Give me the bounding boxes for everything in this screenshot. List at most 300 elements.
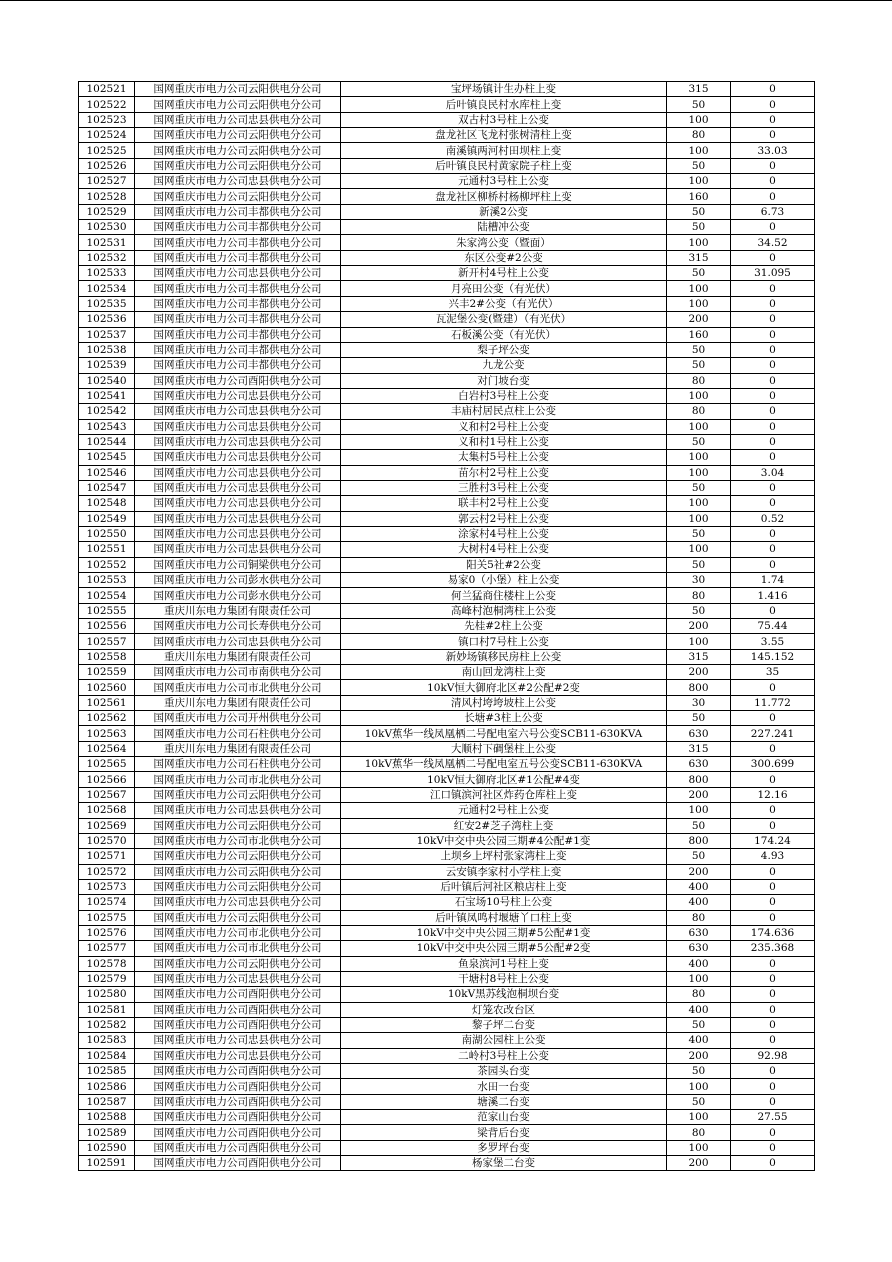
transformer-name-cell: 双古村3号柱上公变 bbox=[341, 112, 667, 127]
table-row bbox=[79, 987, 815, 1002]
capacity-cell: 100 bbox=[667, 450, 731, 465]
value-cell: 0 bbox=[731, 1064, 815, 1079]
transformer-name-cell: 塘溪二台变 bbox=[341, 1094, 667, 1109]
capacity-cell: 200 bbox=[667, 1156, 731, 1171]
transformer-name-cell: 易家0（小堡）柱上公变 bbox=[341, 573, 667, 588]
capacity-cell: 50 bbox=[667, 818, 731, 833]
company-cell: 国网重庆市电力公司丰都供电分公司 bbox=[135, 235, 341, 250]
company-cell: 国网重庆市电力公司云阳供电分公司 bbox=[135, 189, 341, 204]
table-row bbox=[79, 1002, 815, 1017]
row-id-cell: 102553 bbox=[79, 573, 135, 588]
capacity-cell: 200 bbox=[667, 312, 731, 327]
row-id-cell: 102588 bbox=[79, 1110, 135, 1125]
row-id-cell: 102565 bbox=[79, 757, 135, 772]
value-cell: 0 bbox=[731, 526, 815, 541]
value-cell: 3.04 bbox=[731, 465, 815, 480]
row-id-cell: 102578 bbox=[79, 956, 135, 971]
value-cell: 0 bbox=[731, 220, 815, 235]
transformer-name-cell: 南山回龙湾柱上变 bbox=[341, 665, 667, 680]
transformer-name-cell: 新开村4号柱上公变 bbox=[341, 266, 667, 281]
company-cell: 国网重庆市电力公司市北供电分公司 bbox=[135, 680, 341, 695]
table-row bbox=[79, 787, 815, 802]
transformer-name-cell: 鱼泉滨河1号柱上变 bbox=[341, 956, 667, 971]
capacity-cell: 80 bbox=[667, 404, 731, 419]
company-cell: 国网重庆市电力公司忠县供电分公司 bbox=[135, 526, 341, 541]
row-id-cell: 102563 bbox=[79, 726, 135, 741]
company-cell: 重庆川东电力集团有限责任公司 bbox=[135, 603, 341, 618]
table-row bbox=[79, 296, 815, 311]
table-row bbox=[79, 526, 815, 541]
table-row bbox=[79, 373, 815, 388]
transformer-name-cell: 九龙公变 bbox=[341, 358, 667, 373]
transformer-name-cell: 大树村4号柱上公变 bbox=[341, 542, 667, 557]
table-row bbox=[79, 1110, 815, 1125]
capacity-cell: 315 bbox=[667, 649, 731, 664]
value-cell: 1.74 bbox=[731, 573, 815, 588]
capacity-cell: 160 bbox=[667, 189, 731, 204]
capacity-cell: 315 bbox=[667, 82, 731, 97]
company-cell: 国网重庆市电力公司丰都供电分公司 bbox=[135, 342, 341, 357]
row-id-cell: 102545 bbox=[79, 450, 135, 465]
capacity-cell: 50 bbox=[667, 97, 731, 112]
table-row bbox=[79, 895, 815, 910]
row-id-cell: 102557 bbox=[79, 634, 135, 649]
capacity-cell: 400 bbox=[667, 1033, 731, 1048]
transformer-name-cell: 后叶镇良民村水库柱上变 bbox=[341, 97, 667, 112]
transformer-name-cell: 盘龙社区柳桥村杨柳坪柱上变 bbox=[341, 189, 667, 204]
transformer-name-cell: 10kV恒大御府北区#2公配#2变 bbox=[341, 680, 667, 695]
company-cell: 国网重庆市电力公司石柱供电分公司 bbox=[135, 757, 341, 772]
company-cell: 国网重庆市电力公司丰都供电分公司 bbox=[135, 296, 341, 311]
row-id-cell: 102567 bbox=[79, 787, 135, 802]
value-cell: 0 bbox=[731, 174, 815, 189]
company-cell: 国网重庆市电力公司云阳供电分公司 bbox=[135, 956, 341, 971]
row-id-cell: 102559 bbox=[79, 665, 135, 680]
row-id-cell: 102564 bbox=[79, 741, 135, 756]
company-cell: 国网重庆市电力公司忠县供电分公司 bbox=[135, 511, 341, 526]
transformer-name-cell: 范家山台变 bbox=[341, 1110, 667, 1125]
value-cell: 35 bbox=[731, 665, 815, 680]
transformer-name-cell: 新妙场镇移民房柱上公变 bbox=[341, 649, 667, 664]
row-id-cell: 102531 bbox=[79, 235, 135, 250]
company-cell: 国网重庆市电力公司丰都供电分公司 bbox=[135, 281, 341, 296]
capacity-cell: 200 bbox=[667, 864, 731, 879]
value-cell: 0 bbox=[731, 603, 815, 618]
table-row bbox=[79, 818, 815, 833]
capacity-cell: 315 bbox=[667, 741, 731, 756]
transformer-name-cell: 后叶镇良民村黄家院子柱上变 bbox=[341, 158, 667, 173]
table-row bbox=[79, 910, 815, 925]
row-id-cell: 102581 bbox=[79, 1002, 135, 1017]
capacity-cell: 50 bbox=[667, 342, 731, 357]
value-cell: 0 bbox=[731, 404, 815, 419]
capacity-cell: 30 bbox=[667, 573, 731, 588]
company-cell: 国网重庆市电力公司云阳供电分公司 bbox=[135, 910, 341, 925]
capacity-cell: 50 bbox=[667, 480, 731, 495]
company-cell: 国网重庆市电力公司云阳供电分公司 bbox=[135, 158, 341, 173]
value-cell: 11.772 bbox=[731, 695, 815, 710]
row-id-cell: 102530 bbox=[79, 220, 135, 235]
transformer-name-cell: 茶园头台变 bbox=[341, 1064, 667, 1079]
transformer-name-cell: 阳关5社#2公变 bbox=[341, 557, 667, 572]
row-id-cell: 102554 bbox=[79, 588, 135, 603]
table-row bbox=[79, 342, 815, 357]
value-cell: 0 bbox=[731, 296, 815, 311]
row-id-cell: 102555 bbox=[79, 603, 135, 618]
transformer-name-cell: 三胜村3号柱上公变 bbox=[341, 480, 667, 495]
capacity-cell: 50 bbox=[667, 849, 731, 864]
value-cell: 0 bbox=[731, 250, 815, 265]
value-cell: 0 bbox=[731, 342, 815, 357]
transformer-name-cell: 梨子坪公变 bbox=[341, 342, 667, 357]
row-id-cell: 102552 bbox=[79, 557, 135, 572]
transformer-name-cell: 先桂#2柱上公变 bbox=[341, 619, 667, 634]
capacity-cell: 100 bbox=[667, 143, 731, 158]
transformer-name-cell: 后叶镇凤鸣村堰塘丫口柱上变 bbox=[341, 910, 667, 925]
transformer-name-cell: 10kV黑苏线泡桐坝台变 bbox=[341, 987, 667, 1002]
value-cell: 0 bbox=[731, 803, 815, 818]
value-cell: 0 bbox=[731, 1094, 815, 1109]
value-cell: 0 bbox=[731, 711, 815, 726]
capacity-cell: 100 bbox=[667, 419, 731, 434]
transformer-name-cell: 盘龙社区飞龙村张树清柱上变 bbox=[341, 128, 667, 143]
transformer-name-cell: 兴丰2#公变（有光伏） bbox=[341, 296, 667, 311]
row-id-cell: 102580 bbox=[79, 987, 135, 1002]
value-cell: 0 bbox=[731, 987, 815, 1002]
table-row bbox=[79, 388, 815, 403]
company-cell: 国网重庆市电力公司云阳供电分公司 bbox=[135, 879, 341, 894]
table-row bbox=[79, 434, 815, 449]
company-cell: 国网重庆市电力公司忠县供电分公司 bbox=[135, 174, 341, 189]
transformer-name-cell: 黎子坪二台变 bbox=[341, 1017, 667, 1032]
transformer-name-cell: 郭云村2号柱上公变 bbox=[341, 511, 667, 526]
transformer-name-cell: 云安镇李家村小学柱上变 bbox=[341, 864, 667, 879]
row-id-cell: 102527 bbox=[79, 174, 135, 189]
value-cell: 0 bbox=[731, 910, 815, 925]
table-row bbox=[79, 741, 815, 756]
row-id-cell: 102529 bbox=[79, 204, 135, 219]
transformer-name-cell: 宝坪场镇计生办柱上变 bbox=[341, 82, 667, 97]
table-row bbox=[79, 312, 815, 327]
value-cell: 235.368 bbox=[731, 941, 815, 956]
transformer-name-cell: 何兰猛商住楼柱上公变 bbox=[341, 588, 667, 603]
company-cell: 国网重庆市电力公司酉阳供电分公司 bbox=[135, 373, 341, 388]
capacity-cell: 80 bbox=[667, 588, 731, 603]
value-cell: 0 bbox=[731, 434, 815, 449]
row-id-cell: 102535 bbox=[79, 296, 135, 311]
capacity-cell: 630 bbox=[667, 925, 731, 940]
transformer-name-cell: 10kV蕉华一线凤凰栖二号配电室五号公变SCB11-630KVA bbox=[341, 757, 667, 772]
value-cell: 0 bbox=[731, 358, 815, 373]
row-id-cell: 102562 bbox=[79, 711, 135, 726]
top-rule bbox=[0, 0, 892, 1]
row-id-cell: 102540 bbox=[79, 373, 135, 388]
row-id-cell: 102521 bbox=[79, 82, 135, 97]
row-id-cell: 102550 bbox=[79, 526, 135, 541]
value-cell: 75.44 bbox=[731, 619, 815, 634]
row-id-cell: 102583 bbox=[79, 1033, 135, 1048]
transformer-name-cell: 白岩村3号柱上公变 bbox=[341, 388, 667, 403]
company-cell: 国网重庆市电力公司云阳供电分公司 bbox=[135, 82, 341, 97]
capacity-cell: 200 bbox=[667, 1048, 731, 1063]
value-cell: 0 bbox=[731, 542, 815, 557]
table-row bbox=[79, 588, 815, 603]
capacity-cell: 30 bbox=[667, 695, 731, 710]
row-id-cell: 102572 bbox=[79, 864, 135, 879]
table-row bbox=[79, 833, 815, 848]
row-id-cell: 102584 bbox=[79, 1048, 135, 1063]
transformer-name-cell: 水田一台变 bbox=[341, 1079, 667, 1094]
transformer-name-cell: 苗尔村2号柱上公变 bbox=[341, 465, 667, 480]
company-cell: 国网重庆市电力公司酉阳供电分公司 bbox=[135, 1110, 341, 1125]
value-cell: 0 bbox=[731, 312, 815, 327]
company-cell: 国网重庆市电力公司酉阳供电分公司 bbox=[135, 1017, 341, 1032]
company-cell: 国网重庆市电力公司酉阳供电分公司 bbox=[135, 1079, 341, 1094]
company-cell: 国网重庆市电力公司酉阳供电分公司 bbox=[135, 1002, 341, 1017]
table-row bbox=[79, 634, 815, 649]
row-id-cell: 102590 bbox=[79, 1140, 135, 1155]
capacity-cell: 400 bbox=[667, 879, 731, 894]
company-cell: 国网重庆市电力公司石柱供电分公司 bbox=[135, 726, 341, 741]
company-cell: 国网重庆市电力公司忠县供电分公司 bbox=[135, 419, 341, 434]
value-cell: 0 bbox=[731, 450, 815, 465]
table-row bbox=[79, 511, 815, 526]
table-row bbox=[79, 726, 815, 741]
row-id-cell: 102582 bbox=[79, 1017, 135, 1032]
company-cell: 国网重庆市电力公司忠县供电分公司 bbox=[135, 634, 341, 649]
row-id-cell: 102591 bbox=[79, 1156, 135, 1171]
table-row bbox=[79, 189, 815, 204]
table-row bbox=[79, 143, 815, 158]
row-id-cell: 102560 bbox=[79, 680, 135, 695]
capacity-cell: 50 bbox=[667, 204, 731, 219]
capacity-cell: 100 bbox=[667, 465, 731, 480]
transformer-name-cell: 义和村2号柱上公变 bbox=[341, 419, 667, 434]
company-cell: 国网重庆市电力公司忠县供电分公司 bbox=[135, 480, 341, 495]
transformer-name-cell: 多罗坪台变 bbox=[341, 1140, 667, 1155]
capacity-cell: 50 bbox=[667, 1064, 731, 1079]
company-cell: 国网重庆市电力公司云阳供电分公司 bbox=[135, 864, 341, 879]
company-cell: 国网重庆市电力公司彭水供电分公司 bbox=[135, 588, 341, 603]
capacity-cell: 50 bbox=[667, 158, 731, 173]
transformer-name-cell: 干塘村8号柱上公变 bbox=[341, 971, 667, 986]
company-cell: 国网重庆市电力公司忠县供电分公司 bbox=[135, 1033, 341, 1048]
row-id-cell: 102566 bbox=[79, 772, 135, 787]
transformer-name-cell: 石宝场10号柱上公变 bbox=[341, 895, 667, 910]
row-id-cell: 102538 bbox=[79, 342, 135, 357]
row-id-cell: 102539 bbox=[79, 358, 135, 373]
capacity-cell: 50 bbox=[667, 358, 731, 373]
transformer-name-cell: 清风村垮垮坡柱上公变 bbox=[341, 695, 667, 710]
value-cell: 0 bbox=[731, 158, 815, 173]
transformer-name-cell: 涂家村4号柱上公变 bbox=[341, 526, 667, 541]
row-id-cell: 102570 bbox=[79, 833, 135, 848]
capacity-cell: 100 bbox=[667, 803, 731, 818]
capacity-cell: 100 bbox=[667, 112, 731, 127]
row-id-cell: 102556 bbox=[79, 619, 135, 634]
company-cell: 国网重庆市电力公司开州供电分公司 bbox=[135, 711, 341, 726]
transformer-name-cell: 后叶镇后河社区粮店柱上变 bbox=[341, 879, 667, 894]
capacity-cell: 100 bbox=[667, 1079, 731, 1094]
company-cell: 国网重庆市电力公司市北供电分公司 bbox=[135, 925, 341, 940]
capacity-cell: 630 bbox=[667, 757, 731, 772]
value-cell: 0.52 bbox=[731, 511, 815, 526]
table-row bbox=[79, 82, 815, 97]
table-row bbox=[79, 603, 815, 618]
table-row bbox=[79, 281, 815, 296]
table-row bbox=[79, 112, 815, 127]
transformer-name-cell: 镇口村7号柱上公变 bbox=[341, 634, 667, 649]
row-id-cell: 102542 bbox=[79, 404, 135, 419]
value-cell: 1.416 bbox=[731, 588, 815, 603]
table-row bbox=[79, 1033, 815, 1048]
value-cell: 34.52 bbox=[731, 235, 815, 250]
value-cell: 27.55 bbox=[731, 1110, 815, 1125]
value-cell: 0 bbox=[731, 971, 815, 986]
company-cell: 国网重庆市电力公司彭水供电分公司 bbox=[135, 573, 341, 588]
capacity-cell: 800 bbox=[667, 680, 731, 695]
transformer-name-cell: 10kV蕉华一线凤凰栖二号配电室六号公变SCB11-630KVA bbox=[341, 726, 667, 741]
table-row bbox=[79, 158, 815, 173]
company-cell: 国网重庆市电力公司云阳供电分公司 bbox=[135, 97, 341, 112]
table-row bbox=[79, 1048, 815, 1063]
capacity-cell: 400 bbox=[667, 956, 731, 971]
capacity-cell: 100 bbox=[667, 296, 731, 311]
value-cell: 4.93 bbox=[731, 849, 815, 864]
transformer-name-cell: 长塘#3柱上公变 bbox=[341, 711, 667, 726]
value-cell: 0 bbox=[731, 680, 815, 695]
row-id-cell: 102551 bbox=[79, 542, 135, 557]
company-cell: 国网重庆市电力公司酉阳供电分公司 bbox=[135, 1094, 341, 1109]
transformer-name-cell: 联丰村2号柱上公变 bbox=[341, 496, 667, 511]
capacity-cell: 100 bbox=[667, 511, 731, 526]
company-cell: 国网重庆市电力公司忠县供电分公司 bbox=[135, 404, 341, 419]
table-row bbox=[79, 649, 815, 664]
table-row bbox=[79, 573, 815, 588]
value-cell: 174.24 bbox=[731, 833, 815, 848]
value-cell: 145.152 bbox=[731, 649, 815, 664]
value-cell: 0 bbox=[731, 1017, 815, 1032]
transformer-name-cell: 瓦泥堡公变(暨建）（有光伏） bbox=[341, 312, 667, 327]
capacity-cell: 100 bbox=[667, 634, 731, 649]
table-row bbox=[79, 956, 815, 971]
company-cell: 国网重庆市电力公司忠县供电分公司 bbox=[135, 496, 341, 511]
table-row bbox=[79, 496, 815, 511]
row-id-cell: 102526 bbox=[79, 158, 135, 173]
value-cell: 0 bbox=[731, 496, 815, 511]
value-cell: 0 bbox=[731, 956, 815, 971]
capacity-cell: 100 bbox=[667, 542, 731, 557]
table-row bbox=[79, 1094, 815, 1109]
table-row bbox=[79, 680, 815, 695]
company-cell: 国网重庆市电力公司忠县供电分公司 bbox=[135, 450, 341, 465]
capacity-cell: 100 bbox=[667, 1140, 731, 1155]
value-cell: 12.16 bbox=[731, 787, 815, 802]
company-cell: 国网重庆市电力公司丰都供电分公司 bbox=[135, 250, 341, 265]
transformer-name-cell: 元通村2号柱上公变 bbox=[341, 803, 667, 818]
table-row bbox=[79, 1079, 815, 1094]
value-cell: 0 bbox=[731, 741, 815, 756]
company-cell: 国网重庆市电力公司忠县供电分公司 bbox=[135, 112, 341, 127]
capacity-cell: 50 bbox=[667, 603, 731, 618]
company-cell: 国网重庆市电力公司忠县供电分公司 bbox=[135, 895, 341, 910]
transformer-name-cell: 义和村1号柱上公变 bbox=[341, 434, 667, 449]
row-id-cell: 102569 bbox=[79, 818, 135, 833]
row-id-cell: 102558 bbox=[79, 649, 135, 664]
company-cell: 国网重庆市电力公司长寿供电分公司 bbox=[135, 619, 341, 634]
company-cell: 国网重庆市电力公司市北供电分公司 bbox=[135, 772, 341, 787]
company-cell: 国网重庆市电力公司酉阳供电分公司 bbox=[135, 1156, 341, 1171]
row-id-cell: 102532 bbox=[79, 250, 135, 265]
capacity-cell: 80 bbox=[667, 373, 731, 388]
capacity-cell: 50 bbox=[667, 526, 731, 541]
company-cell: 国网重庆市电力公司酉阳供电分公司 bbox=[135, 1125, 341, 1140]
transformer-name-cell: 南湖公园柱上公变 bbox=[341, 1033, 667, 1048]
capacity-cell: 400 bbox=[667, 895, 731, 910]
capacity-cell: 100 bbox=[667, 971, 731, 986]
row-id-cell: 102537 bbox=[79, 327, 135, 342]
transformer-name-cell: 10kV中交中央公园三期#5公配#1变 bbox=[341, 925, 667, 940]
table-body bbox=[79, 82, 815, 1171]
company-cell: 国网重庆市电力公司忠县供电分公司 bbox=[135, 465, 341, 480]
capacity-cell: 50 bbox=[667, 266, 731, 281]
value-cell: 33.03 bbox=[731, 143, 815, 158]
value-cell: 0 bbox=[731, 557, 815, 572]
capacity-cell: 200 bbox=[667, 787, 731, 802]
table-row bbox=[79, 695, 815, 710]
capacity-cell: 50 bbox=[667, 434, 731, 449]
row-id-cell: 102541 bbox=[79, 388, 135, 403]
company-cell: 重庆川东电力集团有限责任公司 bbox=[135, 695, 341, 710]
capacity-cell: 400 bbox=[667, 1002, 731, 1017]
row-id-cell: 102573 bbox=[79, 879, 135, 894]
row-id-cell: 102528 bbox=[79, 189, 135, 204]
value-cell: 6.73 bbox=[731, 204, 815, 219]
table-row bbox=[79, 204, 815, 219]
capacity-cell: 50 bbox=[667, 557, 731, 572]
capacity-cell: 80 bbox=[667, 128, 731, 143]
value-cell: 0 bbox=[731, 419, 815, 434]
company-cell: 国网重庆市电力公司酉阳供电分公司 bbox=[135, 1064, 341, 1079]
transformer-name-cell: 石板溪公变（有光伏） bbox=[341, 327, 667, 342]
table-row bbox=[79, 971, 815, 986]
company-cell: 国网重庆市电力公司忠县供电分公司 bbox=[135, 266, 341, 281]
row-id-cell: 102525 bbox=[79, 143, 135, 158]
table-row bbox=[79, 358, 815, 373]
row-id-cell: 102576 bbox=[79, 925, 135, 940]
capacity-cell: 80 bbox=[667, 910, 731, 925]
transformer-name-cell: 太集村5号柱上公变 bbox=[341, 450, 667, 465]
value-cell: 0 bbox=[731, 864, 815, 879]
value-cell: 0 bbox=[731, 1033, 815, 1048]
value-cell: 0 bbox=[731, 895, 815, 910]
row-id-cell: 102574 bbox=[79, 895, 135, 910]
capacity-cell: 100 bbox=[667, 496, 731, 511]
row-id-cell: 102524 bbox=[79, 128, 135, 143]
table-row bbox=[79, 1064, 815, 1079]
company-cell: 国网重庆市电力公司酉阳供电分公司 bbox=[135, 987, 341, 1002]
table-row bbox=[79, 266, 815, 281]
transformer-name-cell: 元通村3号柱上公变 bbox=[341, 174, 667, 189]
transformer-name-cell: 红安2#芝子湾柱上变 bbox=[341, 818, 667, 833]
row-id-cell: 102575 bbox=[79, 910, 135, 925]
value-cell: 0 bbox=[731, 373, 815, 388]
value-cell: 300.699 bbox=[731, 757, 815, 772]
capacity-cell: 315 bbox=[667, 250, 731, 265]
table-row bbox=[79, 480, 815, 495]
value-cell: 0 bbox=[731, 1156, 815, 1171]
row-id-cell: 102577 bbox=[79, 941, 135, 956]
